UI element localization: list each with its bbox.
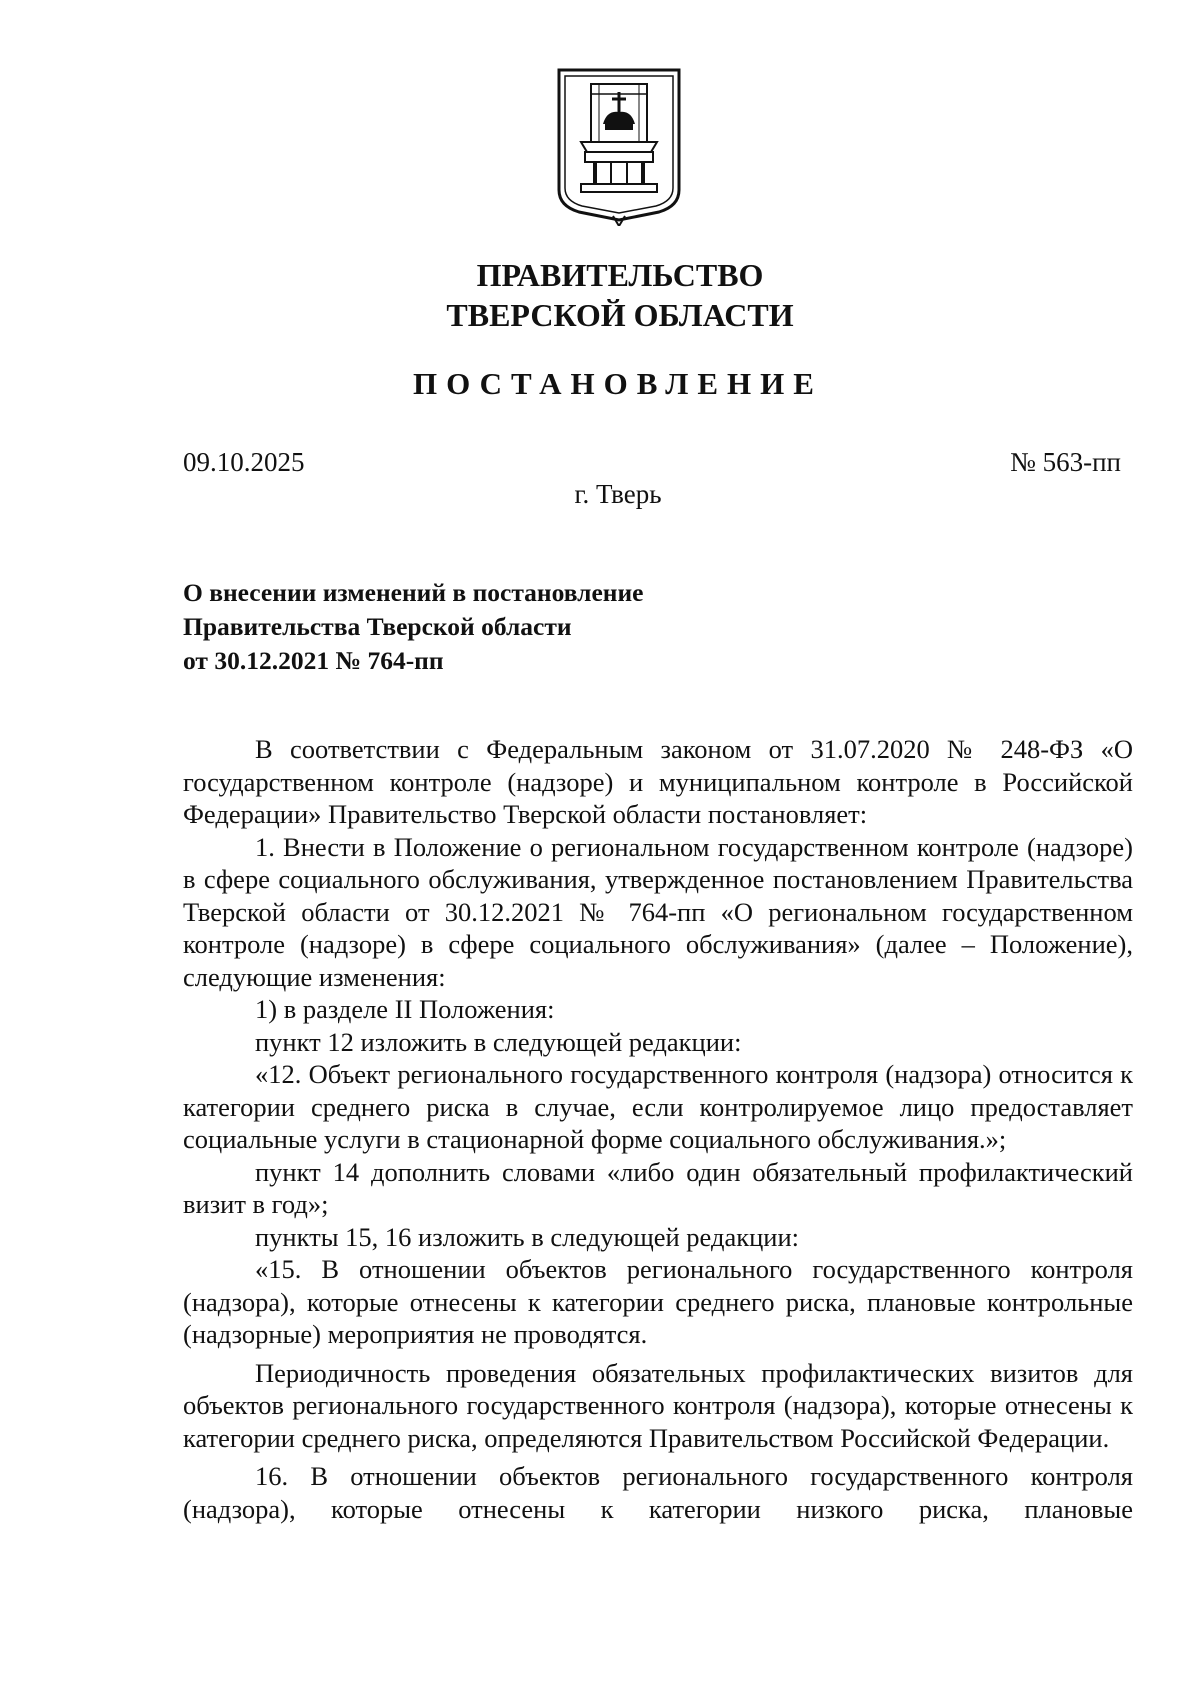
body-paragraph-section-2: 1) в разделе II Положения: (255, 994, 555, 1024)
subject-line3: от 30.12.2021 № 764-пп (183, 646, 444, 675)
body-paragraph-points-15-16-intro: пункты 15, 16 изложить в следующей редакции: (255, 1221, 800, 1252)
document-number: № 563-пп (1010, 447, 1121, 477)
government-name (0, 255, 1200, 335)
body-paragraph-point-12-intro: пункт 12 изложить в следующей редакции: (255, 1026, 742, 1057)
subject-line2: Правительства Тверской области (183, 612, 572, 641)
document-body (183, 733, 1133, 1525)
body-paragraph-point-12: «12. Объект регионального государственного контроля (надзора) относится к категории среднего риска в случае, если контролируемое лицо предоставляет социальные услуги в стационарной форме социального обслуживания.»; (183, 1059, 1133, 1154)
body-paragraph-point-15: «15. В отношении объектов регионального государственного контроля (надзора), которые отнесены к категории среднего риска, плановые контрольные (надзорные) мероприятия не проводятся. (183, 1254, 1133, 1349)
document-subject (183, 576, 644, 678)
government-name-line2: ТВЕРСКОЙ ОБЛАСТИ (446, 297, 794, 333)
body-paragraph-point-14: пункт 14 дополнить словами «либо один обязательный профилактический визит в год»; (183, 1156, 1133, 1219)
document-date: 09.10.2025 (183, 447, 305, 477)
subject-line1: О внесении изменений в постановление (183, 578, 644, 607)
body-paragraph-periodicity: Периодичность проведения обязательных профилактических визитов для объектов регионального государственного контроля (надзора), которые отнесены к категории среднего риска, определяются Правительством Российской Федерации. (183, 1357, 1133, 1453)
body-paragraph-item-1: 1. Внести в Положение о региональном государственном контроле (надзоре) в сфере социального обслуживания, утвержденное постановлением Правительства Тверской области от 30.12.2021 № 764-пп «О региональном государственном контроле (надзоре) в сфере социального обслуживания» (далее – Положение), следующие изменения: (183, 831, 1133, 992)
body-paragraph-preamble: В соответствии с Федеральным законом от 31.07.2020 № 248-ФЗ «О государственном контроле (надзоре) и муниципальном контроле в Российской Федерации» Правительство Тверской области постановляет: (183, 734, 1133, 829)
document-type-heading: ПОСТАНОВЛЕНИЕ (413, 366, 823, 401)
body-paragraph-point-16: 16. В отношении объектов регионального государственного контроля (надзора), которые отнесены к категории низкого риска, плановые (183, 1461, 1133, 1524)
document-city: г. Тверь (574, 479, 662, 509)
tver-coat-of-arms-icon (555, 66, 683, 226)
government-name-line1: ПРАВИТЕЛЬСТВО (476, 257, 764, 293)
